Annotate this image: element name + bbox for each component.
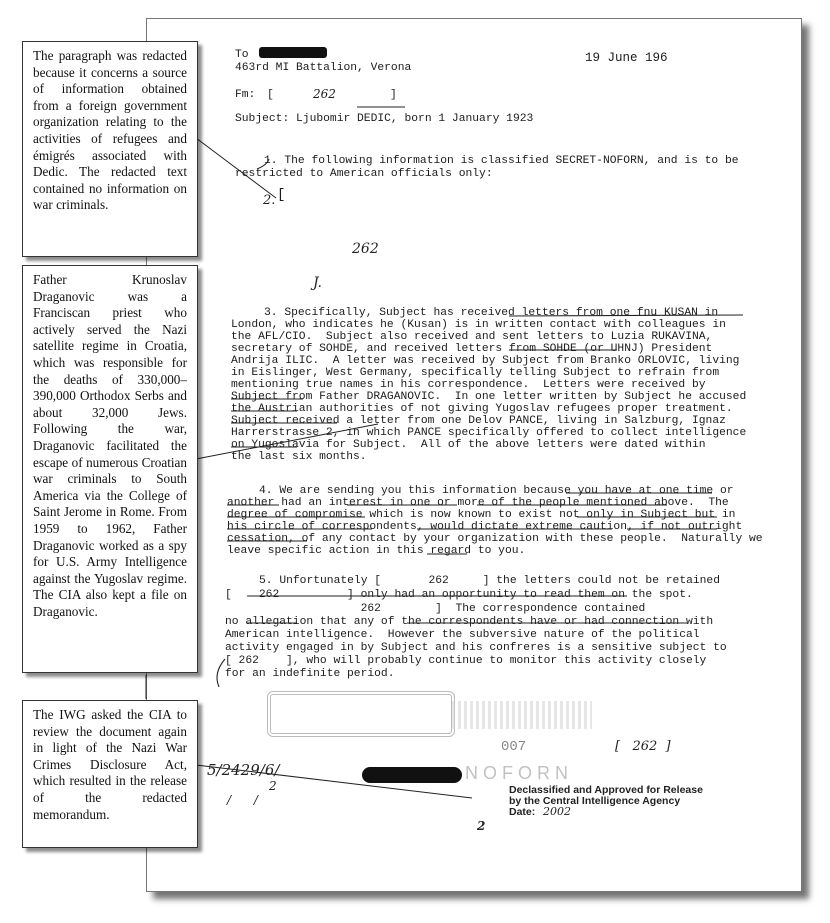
callout-draganovic: Father Krunoslav Draganovic was a Franciscan priest who actively served the Nazi satellite regime in Croatia, which was responsible for the deaths of 330,000–390,000 Orthodox Serbs and about 32,000 Jews. Following the war, Draganovic facilitated the escape of numerous Croatian war criminals to South America via the College of Saint Jerome in Rome. From 1959 to 1962, Father Draganovic worked as a spy for U.S. Army Intelligence against the Yugoslav regime. The CIA also kept a file on Draganovic. [22,265,198,673]
callout-redacted-paragraph: The paragraph was redacted because it concerns a source of information obtained from a foreign government organization relating to the activities of refugees and émigrés associated with Dedic. The redacted text contained no information on war criminals. [22,41,198,257]
handwritten-marks [147,19,801,891]
para5-line: for an indefinite period. [225,668,395,680]
release-stamp-line: Date: [509,806,536,818]
memo-date: 19 June 196 [585,51,668,65]
file-mark: 2 [269,779,277,793]
para4-line: cessation, of any contact by your organization with these people. Naturally we [227,533,763,545]
para3-line: the Austrian authorities of not giving Yugoslav refugees proper treatment. [231,403,733,415]
para3-line: Subject from Father DRAGANOVIC. In one letter written by Subject he accused [231,391,747,403]
para1-line2: restricted to American officials only: [235,168,493,180]
stamp-bracket: [ 262 ] [615,739,671,754]
redaction-close: J. [313,275,322,291]
para2-mark: 2. [263,193,276,208]
callout-iwg: The IWG asked the CIA to review the document again in light of the Nazi War Crimes Disclosure Act, which resulted in the release of the redacted memorandum. [22,700,198,848]
para5-line: 5. Unfortunately [ 262 ] the letters could not be retained [259,575,720,587]
para3-line: London, who indicates he (Kusan) is in written contact with colleagues in [231,319,726,331]
file-number: 5/2429/6/ [207,761,280,779]
para4-line: his circle of correspondents, would dictate extreme caution, if not outright [227,521,743,533]
para5-line: [ 262 ], who will probably continue to monitor this activity closely [225,655,707,667]
release-year: 2002 [543,805,571,818]
para2-bracket: [ [277,187,286,203]
para3-line: the AFL/CIO. Subject also received and sent letters to Luzia RUKAVINA, [231,331,713,343]
para5-line: no allegation that any of the correspondents have or had connection with [225,616,714,628]
document-page [146,18,802,892]
para3-line: Harrerstrasse 2, in which PANCE specifically offered to collect intelligence [231,427,747,439]
para3-line: 3. Specifically, Subject has received letters from one fnu KUSAN in [264,307,719,319]
para3-line: Andrija ILIC. A letter was received by Subject from Branko ORLOVIC, living [231,355,740,367]
to-label: To [235,49,249,61]
para4-line: degree of compromise which is now known to exist not only in Subject but in [227,509,736,521]
para3-line: Subject received a letter from one Delov PANCE, living in Salzburg, Ignaz [231,415,726,427]
para1-line1: 1. The following information is classified SECRET-NOFORN, and is to be [264,155,739,167]
from-code: 262 [313,87,336,101]
para5-line: [ 262 ] only had an opportunity to read them on the spot. [225,589,693,601]
stamp-code: 007 [501,739,527,755]
para3-line: on Yugoslavia for Subject. All of the above letters were dated within [231,439,706,451]
para5-line: American intelligence. However the subversive nature of the political [225,629,700,641]
para4-line: leave specific action in this regard to you. [227,545,526,557]
para5-line: activity engaged in by Subject and his confreres is a sensitive subject to [225,642,727,654]
redaction-code: 262 [352,241,379,257]
release-stamp-line: Declassified and Approved for Release [509,784,703,796]
para5-line: 262 ] The correspondence contained [225,603,646,615]
to-address: 463rd MI Battalion, Verona [235,62,412,74]
release-stamp-line: by the Central Intelligence Agency [509,795,681,807]
noforn-stamp: NOFORN [465,763,573,783]
para3-line: secretary of SOHDE, and received letters from SOHDE (or UHNJ) President [231,343,713,355]
para3-line: the last six months. [231,451,367,463]
memo-subject: Subject: Ljubomir DEDIC, born 1 January 1923 [235,113,534,125]
para4-line: another had an interest in one or more of the people mentioned above. The [227,497,729,509]
para3-line: in Eislinger, West Germany, specifically telling Subject to refrain from [231,367,720,379]
from-label: Fm: [235,89,256,101]
from-bracket-open: [ [267,89,274,101]
para3-line: mentioning true names in his correspondence. Letters were received by [231,379,706,391]
from-bracket-close: ] [390,89,397,101]
page-mark: 2 [477,819,486,833]
file-mark: / / [227,793,258,807]
para4-line: 4. We are sending you this information because you have at one time or [259,485,734,497]
